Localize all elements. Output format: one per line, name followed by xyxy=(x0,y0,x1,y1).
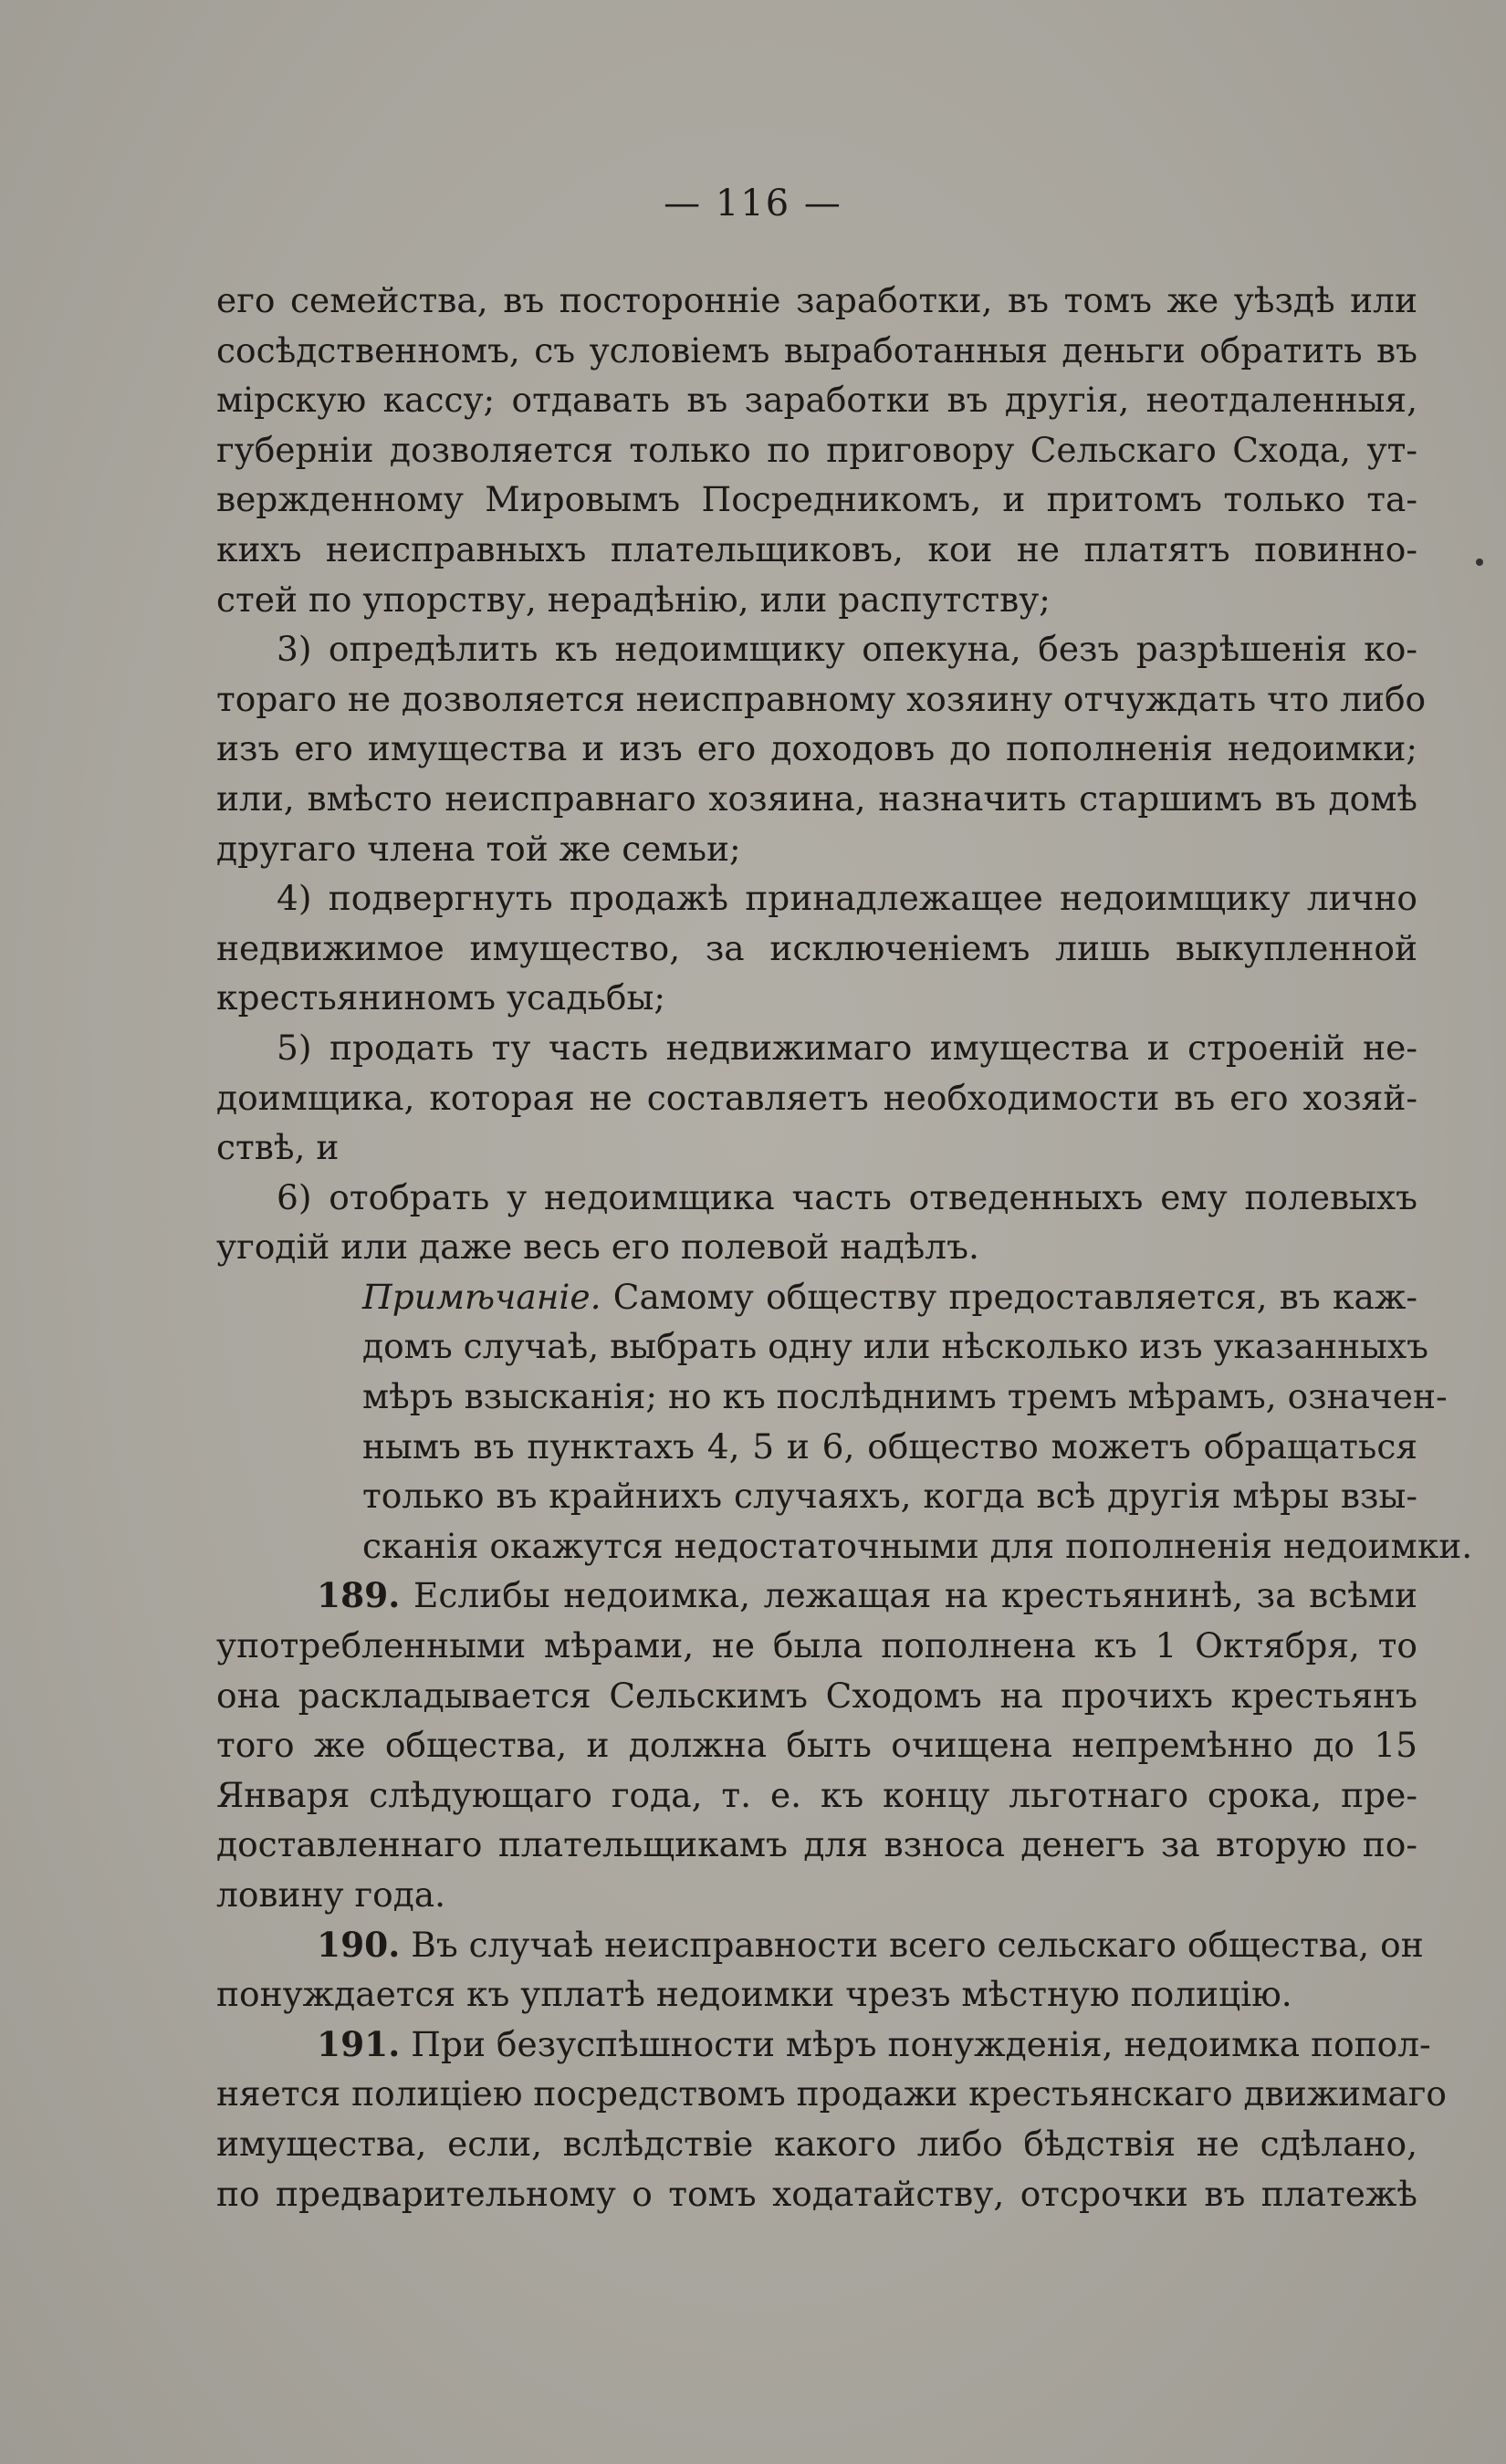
section-lines xyxy=(216,1621,1417,1920)
text-line: стей по упорству, нерадѣнію, или распутству; xyxy=(216,579,1051,620)
section-first-line xyxy=(216,2020,1431,2070)
note-first-text: Самому обществу предоставляется, въ каж- xyxy=(612,1276,1417,1317)
text-line: другаго члена той же семьи; xyxy=(216,828,741,869)
text-line: домъ случаѣ, выбрать одну или нѣсколько изъ указанныхъ xyxy=(362,1326,1428,1367)
note-lines xyxy=(216,1321,1473,1571)
section-191 xyxy=(216,2020,1447,2219)
text-line: сканія окажутся недостаточными для пополненія недоимки. xyxy=(362,1525,1473,1566)
text-line: крестьяниномъ усадьбы; xyxy=(216,977,665,1018)
text-line: ловину года. xyxy=(216,1874,446,1915)
body-text xyxy=(216,276,1473,2219)
text-line: 3) опредѣлить къ недоимщику опекуна, безъ разрѣшенія ко- xyxy=(277,629,1417,670)
text-line: угодій или даже весь его полевой надѣлъ. xyxy=(216,1227,979,1268)
text-line: доставленнаго плательщикамъ для взноса денегъ за вторую по- xyxy=(216,1824,1417,1865)
note-label: Примѣчаніе. xyxy=(362,1276,601,1317)
text-line: употребленными мѣрами, не была пополнена къ 1 Октября, то xyxy=(216,1625,1417,1666)
text-line: кихъ неисправныхъ плательщиковъ, кои не платятъ повинно- xyxy=(216,528,1417,569)
text-line: ствѣ, и xyxy=(216,1127,340,1168)
text-line: вержденному Мировымъ Посредникомъ, и притомъ только та- xyxy=(216,479,1417,520)
section-lines xyxy=(216,2069,1447,2219)
text-line: 5) продать ту часть недвижимаго имущества и строеній не- xyxy=(277,1027,1417,1068)
section-number: 189. xyxy=(317,1575,401,1616)
opening-paragraphs xyxy=(216,276,1427,1272)
text-line: по предварительному о томъ ходатайству, отсрочки въ платежѣ xyxy=(216,2173,1417,2214)
section-first-line xyxy=(216,1571,1417,1621)
text-line: того же общества, и должна быть очищена непремѣнно до 15 xyxy=(216,1725,1417,1766)
section-lines xyxy=(216,1969,1417,2020)
text-line: имущества, если, вслѣдствіе какого либо бѣдствія не сдѣлано, xyxy=(216,2123,1417,2164)
text-line: понуждается къ уплатѣ недоимки чрезъ мѣстную полицію. xyxy=(216,1974,1292,2015)
section-first-text: Въ случаѣ неисправности всего сельскаго общества, он xyxy=(411,1924,1424,1965)
section-first-text: При безуспѣшности мѣръ понужденія, недоимка попол- xyxy=(411,2023,1431,2064)
note-block xyxy=(216,1272,1473,1571)
section-number: 190. xyxy=(317,1924,401,1965)
text-line: тораго не дозволяется неисправному хозяину отчуждать что либо xyxy=(216,678,1427,719)
text-line: только въ крайнихъ случаяхъ, когда всѣ другія мѣры взы- xyxy=(362,1476,1417,1517)
section-190 xyxy=(216,1920,1424,2020)
page-number: — 116 — xyxy=(664,183,842,224)
text-line: доимщика, которая не составляетъ необходимости въ его хозяй- xyxy=(216,1077,1417,1118)
text-line: губерніи дозволяется только по приговору Сельскаго Схода, ут- xyxy=(216,429,1417,470)
text-line: она раскладывается Сельскимъ Сходомъ на прочихъ крестьянъ xyxy=(216,1675,1417,1716)
text-line: 4) подвергнуть продажѣ принадлежащее недоимщику лично xyxy=(277,878,1417,919)
section-first-text: Еслибы недоимка, лежащая на крестьянинѣ, за всѣми xyxy=(413,1575,1418,1616)
section-number: 191. xyxy=(317,2023,401,2064)
text-line: недвижимое имущество, за исключеніемъ лишь выкупленной xyxy=(216,927,1417,968)
text-line: изъ его имущества и изъ его доходовъ до пополненія недоимки; xyxy=(216,728,1417,769)
section-first-line xyxy=(216,1920,1424,1970)
ink-speck xyxy=(1476,559,1483,566)
text-line: его семейства, въ посторонніе заработки, въ томъ же уѣздѣ или xyxy=(216,280,1417,320)
text-line: мѣръ взысканія; но къ послѣднимъ тремъ мѣрамъ, означен- xyxy=(362,1376,1448,1417)
text-line: сосѣдственномъ, съ условіемъ выработанныя деньги обратить въ xyxy=(216,329,1417,371)
note-first-line xyxy=(216,1272,1417,1322)
text-line: мірскую кассу; отдавать въ заработки въ другія, неотдаленныя, xyxy=(216,380,1417,421)
text-line: няется полиціею посредствомъ продажи крестьянскаго движимаго xyxy=(216,2073,1447,2114)
text-line: или, вмѣсто неисправнаго хозяина, назначить старшимъ въ домѣ xyxy=(216,778,1417,819)
text-line: нымъ въ пунктахъ 4, 5 и 6, общество можетъ обращаться xyxy=(362,1425,1417,1467)
section-189 xyxy=(216,1571,1417,1919)
text-line: Января слѣдующаго года, т. е. къ концу льготнаго срока, пре- xyxy=(216,1774,1417,1815)
text-line: 6) отобрать у недоимщика часть отведенныхъ ему полевыхъ xyxy=(277,1176,1417,1217)
